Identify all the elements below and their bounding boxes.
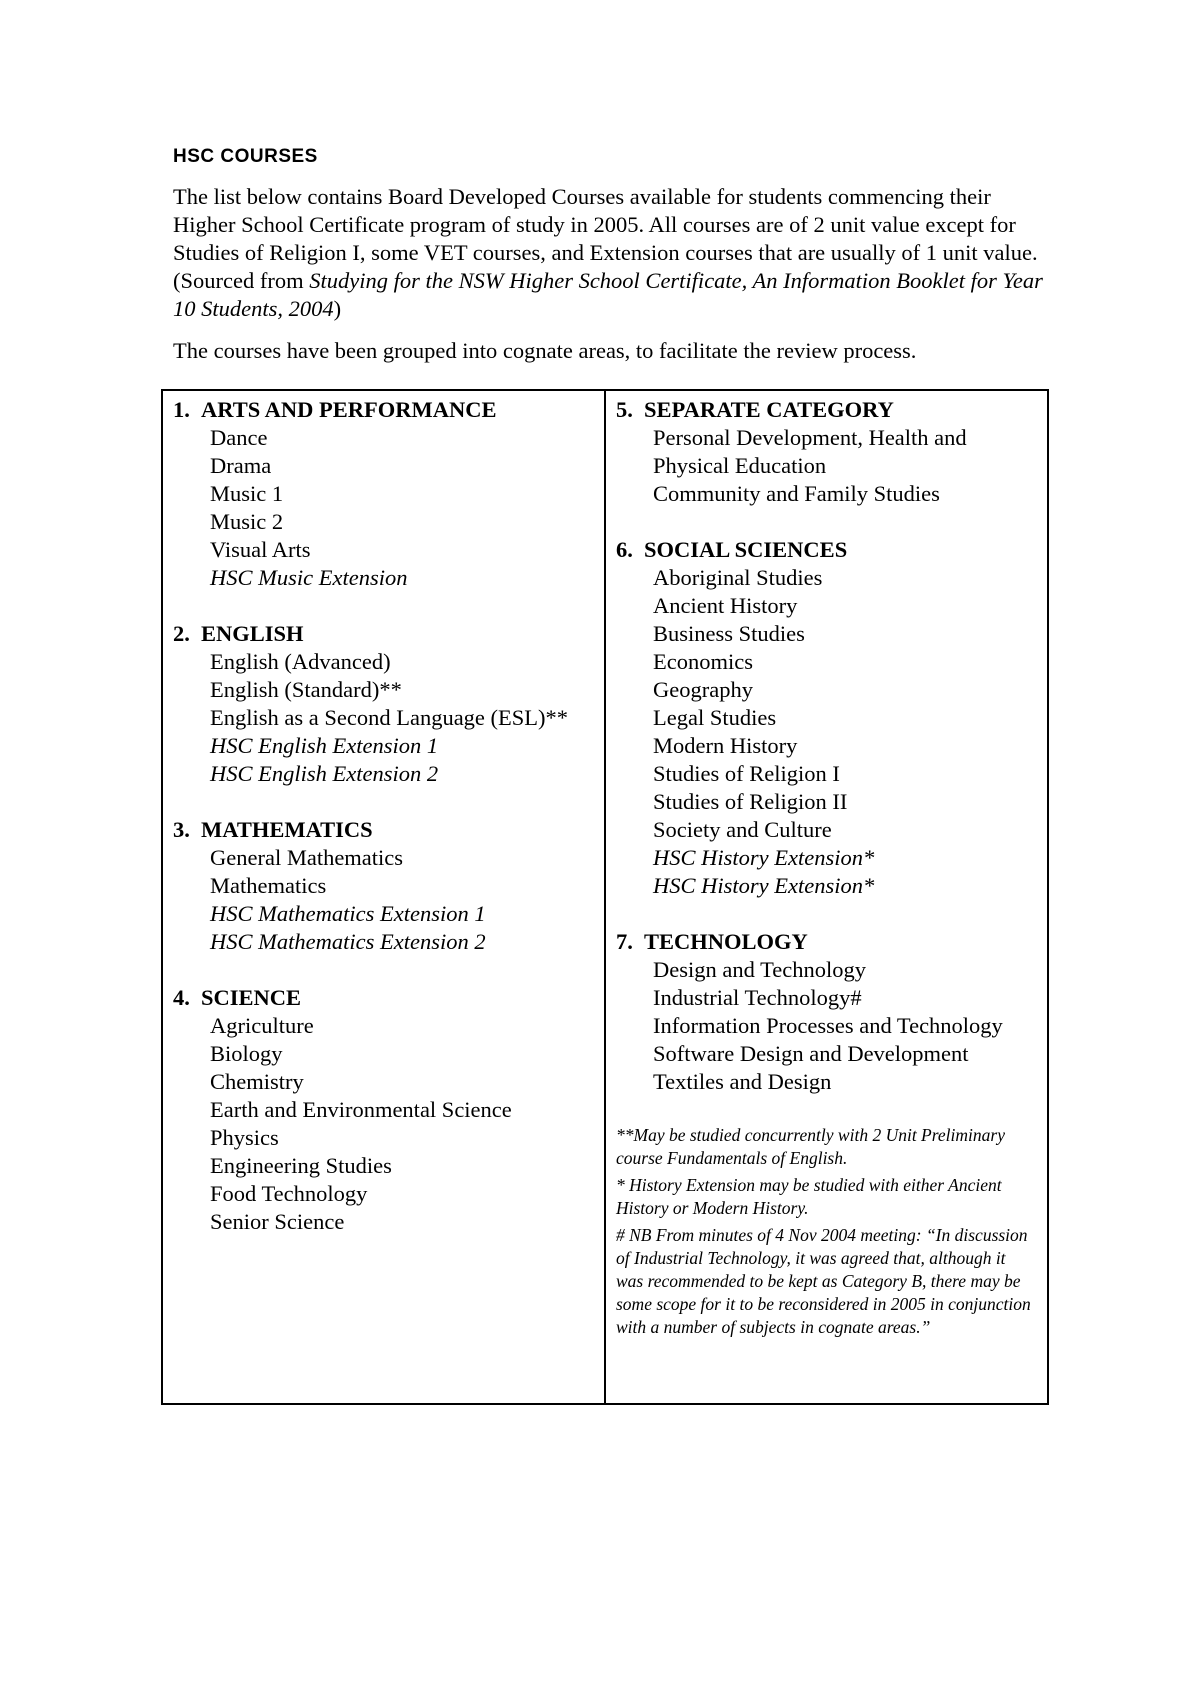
course-item: Drama [210, 453, 272, 478]
category-number: 3. [173, 817, 190, 842]
course-item: Economics [653, 649, 753, 674]
category-title [616, 536, 1047, 564]
category-block [173, 396, 604, 592]
extension-course-item: HSC English Extension 1 [210, 733, 439, 758]
course-item: Community and Family Studies [653, 481, 940, 506]
extension-course-item: HSC Mathematics Extension 2 [210, 929, 486, 954]
course-item: Textiles and Design [653, 1069, 832, 1094]
left-column [163, 391, 606, 1403]
category-name: ARTS AND PERFORMANCE [201, 397, 497, 422]
course-item: Music 1 [210, 481, 284, 506]
course-item: Biology [210, 1041, 283, 1066]
extension-course-item: HSC History Extension* [653, 873, 875, 898]
course-item: Personal Development, Health and Physical Education [653, 425, 967, 478]
page-heading: HSC COURSES [173, 146, 318, 167]
category-title [616, 928, 1047, 956]
extension-course-item: HSC Music Extension [210, 565, 408, 590]
course-list [173, 648, 604, 788]
intro-text: The list below contains Board Developed Courses available for students commencing their Higher School Certificate program of study in 2005. All courses are of 2 unit value except for Studies of Religion I, some VET courses, and Extension courses that are usually of 1 unit value. (Sourced from [173, 184, 1038, 293]
right-column [606, 391, 1047, 1403]
course-item: General Mathematics [210, 845, 404, 870]
extension-course-item: HSC English Extension 2 [210, 761, 439, 786]
course-item: Food Technology [210, 1181, 368, 1206]
category-block [173, 620, 604, 788]
course-item: Information Processes and Technology [653, 1013, 1003, 1038]
course-item: Geography [653, 677, 753, 702]
courses-table [161, 389, 1049, 1405]
review-paragraph: The courses have been grouped into cognate areas, to facilitate the review process. [173, 338, 917, 363]
intro-paragraph [173, 183, 1053, 323]
course-item: Ancient History [653, 593, 798, 618]
course-item: Industrial Technology# [653, 985, 862, 1010]
category-title [173, 396, 604, 424]
footnote: * History Extension may be studied with either Ancient History or Modern History. [616, 1175, 1002, 1218]
category-number: 4. [173, 985, 190, 1010]
course-item: English (Standard)** [210, 677, 402, 702]
course-list [616, 424, 1047, 508]
course-item: Business Studies [653, 621, 805, 646]
course-item: Engineering Studies [210, 1153, 392, 1178]
course-item: Software Design and Development [653, 1041, 969, 1066]
course-list [616, 564, 1047, 900]
extension-course-item: HSC History Extension* [653, 845, 875, 870]
right-categories [616, 396, 1047, 1096]
course-item: English (Advanced) [210, 649, 391, 674]
course-list [173, 424, 604, 592]
course-item: Design and Technology [653, 957, 866, 982]
category-number: 5. [616, 397, 633, 422]
course-list [616, 956, 1047, 1096]
course-item: Dance [210, 425, 268, 450]
category-block [616, 396, 1047, 508]
course-list [173, 1012, 604, 1236]
category-name: SEPARATE CATEGORY [644, 397, 894, 422]
course-item: Earth and Environmental Science [210, 1097, 512, 1122]
source-title: Studying for the NSW Higher School Certificate, An Information Booklet for Year 10 Students, 2004 [173, 268, 1043, 321]
footnotes [616, 1124, 1047, 1339]
category-title [616, 396, 1047, 424]
course-item: Music 2 [210, 509, 284, 534]
category-name: TECHNOLOGY [644, 929, 808, 954]
course-item: Chemistry [210, 1069, 304, 1094]
category-name: SCIENCE [201, 985, 302, 1010]
course-item: Senior Science [210, 1209, 345, 1234]
category-name: SOCIAL SCIENCES [644, 537, 848, 562]
category-name: MATHEMATICS [201, 817, 373, 842]
course-list [173, 844, 604, 956]
category-number: 2. [173, 621, 190, 646]
category-block [616, 536, 1047, 900]
course-item: Physics [210, 1125, 279, 1150]
category-number: 7. [616, 929, 633, 954]
category-block [173, 816, 604, 956]
course-item: Modern History [653, 733, 798, 758]
category-name: ENGLISH [201, 621, 304, 646]
category-number: 6. [616, 537, 633, 562]
course-item: Society and Culture [653, 817, 832, 842]
course-item: Aboriginal Studies [653, 565, 823, 590]
footnote: **May be studied concurrently with 2 Unit Preliminary course Fundamentals of English. [616, 1125, 1005, 1168]
category-title [173, 816, 604, 844]
course-item: Legal Studies [653, 705, 777, 730]
category-title [173, 984, 604, 1012]
course-item: Mathematics [210, 873, 327, 898]
course-item: English as a Second Language (ESL)** [210, 705, 569, 730]
course-item: Agriculture [210, 1013, 314, 1038]
category-block [616, 928, 1047, 1096]
category-number: 1. [173, 397, 190, 422]
course-item: Studies of Religion II [653, 789, 848, 814]
footnote: # NB From minutes of 4 Nov 2004 meeting: “In discussion of Industrial Technology, it was agreed that, although it was recommended to be kept as Category B, there may be some scope for it to be reconsidered in 2005 in conjunction with a number of subjects in cognate areas.” [616, 1225, 1031, 1337]
category-title [173, 620, 604, 648]
category-block [173, 984, 604, 1236]
course-item: Visual Arts [210, 537, 311, 562]
course-item: Studies of Religion I [653, 761, 840, 786]
extension-course-item: HSC Mathematics Extension 1 [210, 901, 486, 926]
intro-text-end: ) [333, 296, 342, 321]
